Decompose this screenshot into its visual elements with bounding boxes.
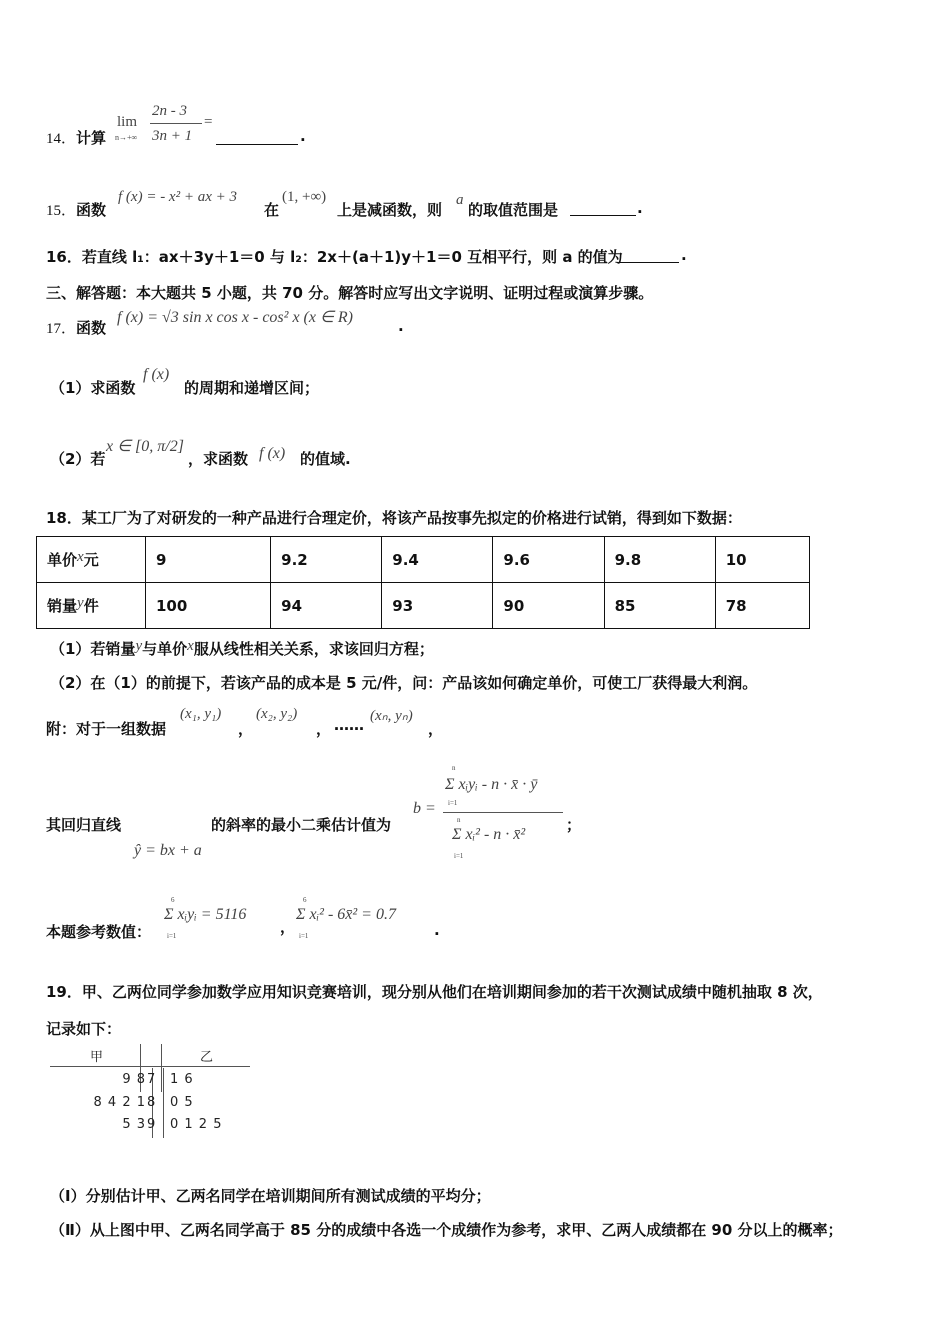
q18-slope-text: 的斜率的最小二乘估计值为 xyxy=(211,816,392,834)
sum-upper: n xyxy=(452,764,456,772)
q18-end: . xyxy=(434,921,440,939)
stem-header-right: 乙 xyxy=(200,1050,214,1065)
q14-label: 计算 xyxy=(76,129,107,147)
leaf-right: 0 5 xyxy=(170,1095,193,1110)
q15-number: 15． xyxy=(46,203,77,219)
q18-appendix-label: 附：对于一组数据 xyxy=(46,720,167,738)
q18-ref-1: Σ xᵢyᵢ = 5116 xyxy=(164,906,247,923)
q18-regression-equation: ŷ = bx + a xyxy=(134,842,202,859)
row-header-sales xyxy=(37,583,146,629)
table-cell: 9 xyxy=(146,537,271,583)
q17-part1-text: 的周期和递增区间； xyxy=(184,379,320,397)
q17-part2-func: f (x) xyxy=(259,445,286,462)
q17-label: 函数 xyxy=(76,319,107,337)
q14-lim: lim xyxy=(117,114,138,130)
q17-part1-func: f (x) xyxy=(143,366,170,383)
q18-ref-2: Σ xᵢ² - 6x̄² = 0.7 xyxy=(296,906,396,923)
q18-part1-var-x: x xyxy=(187,638,194,654)
q14-lim-sub: n→+∞ xyxy=(115,133,138,142)
q15-text2: 的取值范围是 xyxy=(468,201,559,219)
sum-lower: i=1 xyxy=(167,932,177,940)
q19-line1: 19．甲、乙两位同学参加数学应用知识竞赛培训，现分别从他们在培训期间参加的若干次测试成绩中随机抽取 8 次， xyxy=(46,983,823,1001)
leaf-left: 5 3 xyxy=(122,1117,145,1132)
leaf-left: 9 8 xyxy=(122,1072,145,1087)
table-cell: 90 xyxy=(493,583,604,629)
q15-end: . xyxy=(637,199,643,217)
q17-formula: f (x) = √3 sin x cos x - cos² x (x ∈ R) xyxy=(117,309,354,326)
q14-answer-blank xyxy=(216,130,298,149)
q14-end: . xyxy=(300,127,306,145)
q18-ellipsis: …… xyxy=(334,716,364,734)
q15-in: 在 xyxy=(264,201,280,219)
q18-part2: （2）在（1）的前提下，若该产品的成本是 5 元/件，问：产品该如何确定单价，可使工厂获得最大利润。 xyxy=(50,674,758,692)
q14-number: 14． xyxy=(46,131,77,147)
row-var: x xyxy=(77,549,84,565)
q19-part1: （Ⅰ）分别估计甲、乙两名同学在培训期间所有测试成绩的平均分； xyxy=(50,1187,491,1205)
stem-header-left: 甲 xyxy=(90,1050,104,1065)
q14-denominator: 3n + 1 xyxy=(152,128,193,144)
q15-label: 函数 xyxy=(76,201,107,219)
table-cell: 9.2 xyxy=(271,537,382,583)
q15-var-a: a xyxy=(456,192,464,208)
q18-part1-b: 与单价 xyxy=(142,640,188,658)
q16-text: 16．若直线 l₁：ax＋3y＋1＝0 与 l₂：2x＋(a＋1)y＋1＝0 互相平行，则 a 的值为 xyxy=(46,248,623,266)
leaf-right: 1 6 xyxy=(170,1072,193,1087)
q17-part2-text: ，求函数 xyxy=(188,450,249,468)
table-cell: 100 xyxy=(146,583,271,629)
table-cell: 85 xyxy=(604,583,715,629)
q18-regression-label: 其回归直线 xyxy=(46,816,122,834)
q15-text: 上是减函数，则 xyxy=(337,201,443,219)
q14-numerator: 2n - 3 xyxy=(152,103,187,119)
q17-part2-range: x ∈ [0, π/2] xyxy=(106,438,184,455)
stem-divider-right xyxy=(163,1068,164,1138)
stem-value: 8 xyxy=(147,1095,156,1110)
price-sales-table xyxy=(36,536,810,629)
q18-semicolon: ； xyxy=(566,816,582,834)
comma: ， xyxy=(428,720,444,738)
table-cell: 9.6 xyxy=(493,537,604,583)
q18-denominator: Σ xᵢ² - n · x̄² xyxy=(452,826,526,843)
row-header-price xyxy=(37,537,146,583)
q15-answer-blank xyxy=(570,201,636,220)
leaf-left: 8 4 2 1 xyxy=(93,1095,145,1110)
row-label: 单价 xyxy=(47,551,78,569)
table-row xyxy=(37,537,810,583)
q18-point-1: (x₁, y₁) xyxy=(180,706,222,722)
q18-point-2: (x₂, y₂) xyxy=(256,706,298,722)
q18-fraction-bar xyxy=(443,812,563,813)
sum-upper: n xyxy=(457,816,461,824)
row-label: 销量 xyxy=(47,597,78,615)
q19-line2: 记录如下： xyxy=(46,1020,122,1038)
q15-interval: (1, +∞) xyxy=(282,189,327,205)
q16-answer-blank xyxy=(617,248,679,267)
q18-part1-var-y: y xyxy=(135,638,143,654)
q17-end: . xyxy=(398,317,404,335)
table-cell: 93 xyxy=(382,583,493,629)
table-cell: 9.8 xyxy=(604,537,715,583)
stem-divider-right xyxy=(161,1044,162,1092)
q18-ref-label: 本题参考数值： xyxy=(46,923,152,941)
q15-line xyxy=(46,199,106,220)
q18-part1-c: 服从线性相关关系，求该回归方程； xyxy=(193,640,434,658)
stem-value: 7 xyxy=(147,1072,156,1087)
table-cell: 94 xyxy=(271,583,382,629)
q18-part1 xyxy=(50,638,434,659)
row-unit: 件 xyxy=(83,597,99,615)
q14-line xyxy=(46,127,106,148)
table-cell: 78 xyxy=(715,583,809,629)
sum-lower: i=1 xyxy=(299,932,309,940)
q16-end: . xyxy=(681,246,687,264)
sum-upper: 6 xyxy=(303,896,307,904)
q19-part2: （Ⅱ）从上图中甲、乙两名同学高于 85 分的成绩中各选一个成绩作为参考，求甲、乙两人成绩都在 90 分以上的概率； xyxy=(50,1221,843,1239)
sum-lower: i=1 xyxy=(454,852,464,860)
q17-part1-label: （1）求函数 xyxy=(50,379,136,397)
q18-point-n: (xₙ, yₙ) xyxy=(370,708,413,724)
table-cell: 10 xyxy=(715,537,809,583)
section-heading: 三、解答题：本大题共 5 小题，共 70 分。解答时应写出文字说明、证明过程或演算步骤。 xyxy=(46,284,654,302)
q17-line xyxy=(46,317,106,338)
table-row xyxy=(37,583,810,629)
q17-number: 17． xyxy=(46,321,77,337)
q17-part2-text2: 的值域. xyxy=(300,450,351,468)
table-cell: 9.4 xyxy=(382,537,493,583)
q14-fraction-bar xyxy=(150,123,202,124)
row-var: y xyxy=(77,595,84,611)
q18-part1-a: （1）若销量 xyxy=(50,640,136,658)
comma: ， xyxy=(238,720,254,738)
stem-value: 9 xyxy=(147,1117,156,1132)
leaf-right: 0 1 2 5 xyxy=(170,1117,222,1132)
q18-intro: 18．某工厂为了对研发的一种产品进行合理定价，将该产品按事先拟定的价格进行试销，得到如下数据： xyxy=(46,509,742,527)
sum-upper: 6 xyxy=(171,896,175,904)
row-unit: 元 xyxy=(83,551,99,569)
q18-b-var: b = xyxy=(413,800,436,817)
q15-function: f (x) = - x² + ax + 3 xyxy=(118,189,237,205)
sum-lower: i=1 xyxy=(448,799,458,807)
q17-part2-label: （2）若 xyxy=(50,450,106,468)
q18-numerator: Σ xᵢyᵢ - n · x̄ · ȳ xyxy=(445,776,538,793)
stem-header-divider xyxy=(50,1066,250,1067)
comma: ， xyxy=(280,918,296,936)
comma: ， xyxy=(316,720,332,738)
q14-equals: = xyxy=(204,114,213,130)
